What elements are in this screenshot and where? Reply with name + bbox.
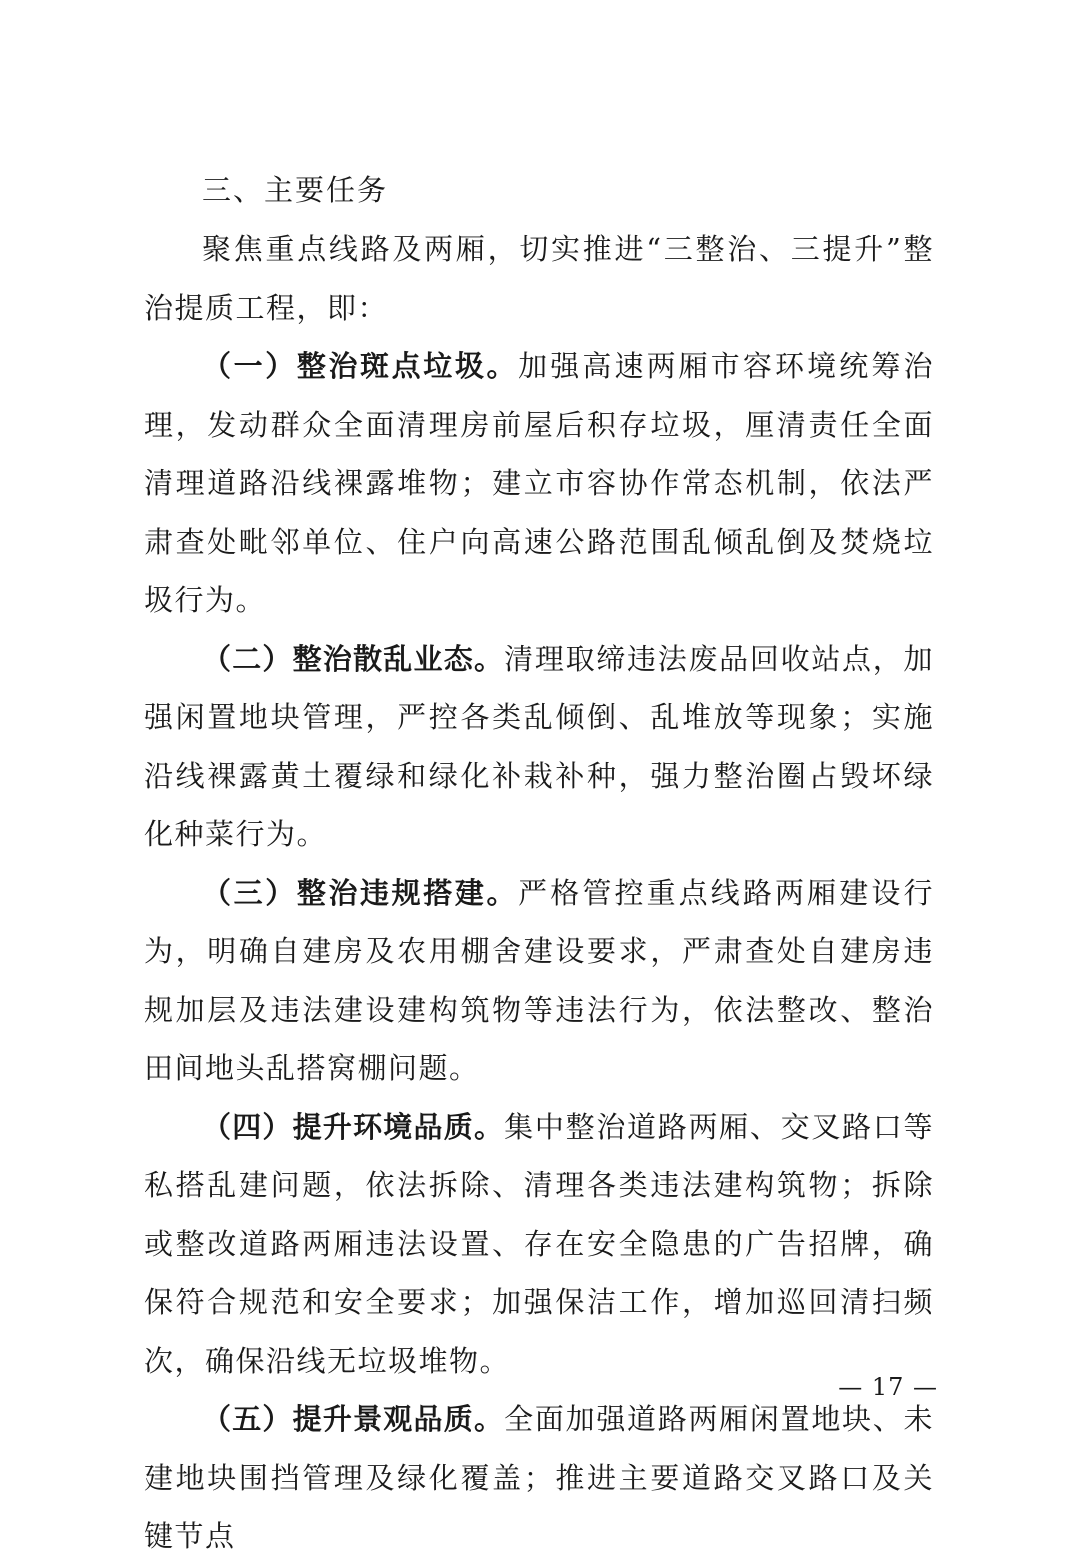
document-body xyxy=(144,160,934,1566)
task-item-5-text: 全面加强道路两厢闲置地块、未建地块围挡管理及绿化覆盖；推进主要道路交叉路口及关键节点 xyxy=(144,1402,934,1553)
task-item-3 xyxy=(144,864,934,1098)
task-item-2-text: 清理取缔违法废品回收站点，加强闲置地块管理，严控各类乱倾倒、乱堆放等现象；实施沿线裸露黄土覆绿和绿化补栽补种，强力整治圈占毁坏绿化种菜行为。 xyxy=(144,641,934,851)
task-item-1-lead: （一）整治斑点垃圾。 xyxy=(202,349,519,383)
task-item-3-text: 严格管控重点线路两厢建设行为，明确自建房及农用棚舍建设要求，严肃查处自建房违规加层及违法建设建构筑物等违法行为，依法整改、整治田间地头乱搭窝棚问题。 xyxy=(144,875,934,1085)
task-item-2 xyxy=(144,630,934,864)
task-item-4-lead: （四）提升环境品质。 xyxy=(202,1109,505,1144)
task-item-5-lead: （五）提升景观品质。 xyxy=(202,1402,505,1436)
task-item-4 xyxy=(144,1098,934,1391)
task-item-1-text: 加强高速两厢市容环境统筹治理，发动群众全面清理房前屋后积存垃圾，厘清责任全面清理道路沿线裸露堆物；建立市容协作常态机制，依法严肃查处毗邻单位、住户向高速公路范围乱倾乱倒及焚烧垃圾行为。 xyxy=(144,349,934,617)
task-item-2-lead: （二）整治散乱业态。 xyxy=(202,641,505,676)
intro-paragraph: 聚焦重点线路及两厢，切实推进“三整治、三提升”整治提质工程，即： xyxy=(144,232,934,325)
task-item-1 xyxy=(144,337,934,630)
task-item-4-text: 集中整治道路两厢、交叉路口等私搭乱建问题，依法拆除、清理各类违法建构筑物；拆除或整改道路两厢违法设置、存在安全隐患的广告招牌，确保符合规范和安全要求；加强保洁工作，增加巡回清扫频次，确保沿线无垃圾堆物。 xyxy=(144,1109,934,1378)
section-heading: 三、主要任务 xyxy=(202,173,389,207)
task-item-3-lead: （三）整治违规搭建。 xyxy=(202,875,519,910)
task-item-5 xyxy=(144,1390,934,1566)
page-number: — 17 — xyxy=(838,1373,938,1401)
